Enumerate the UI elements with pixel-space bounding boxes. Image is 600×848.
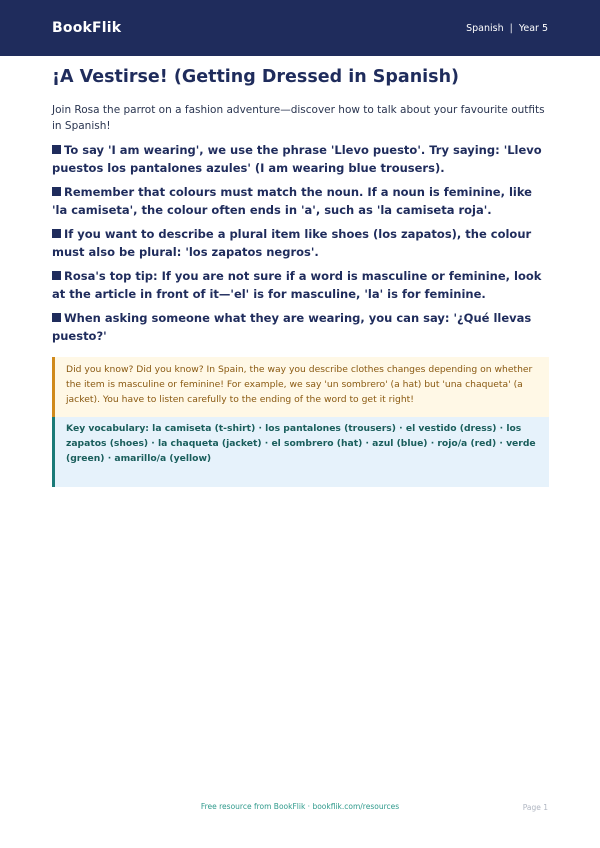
tips-list <box>52 141 549 345</box>
list-item-text: Remember that colours must match the noun. If a noun is feminine, like 'la camiseta', the colour often ends in 'a', such as 'la camiseta roja'. <box>52 185 532 217</box>
square-bullet-icon <box>52 187 61 196</box>
list-item-text: To say 'I am wearing', we use the phrase 'Llevo puesto'. Try saying: 'Llevo puestos los pantalones azules' (I am wearing blue trousers). <box>52 143 542 175</box>
list-item-text: If you want to describe a plural item like shoes (los zapatos), the colour must also be plural: 'los zapatos negros'. <box>52 227 532 259</box>
meta-separator: | <box>509 22 513 34</box>
list-item-text: When asking someone what they are wearing, you can say: '¿Qué llevas puesto?' <box>52 311 532 343</box>
subject-label: Spanish <box>466 22 504 34</box>
page-header <box>0 0 600 56</box>
list-item-text: Rosa's top tip: If you are not sure if a word is masculine or feminine, look at the article in front of it—'el' is for masculine, 'la' is for feminine. <box>52 269 542 301</box>
intro-text: Join Rosa the parrot on a fashion adventure—discover how to talk about your favourite outfits in Spanish! <box>52 104 545 132</box>
list-item <box>52 183 549 219</box>
main-content <box>52 66 549 487</box>
square-bullet-icon <box>52 271 61 280</box>
subject-year-label <box>466 23 548 34</box>
square-bullet-icon <box>52 145 61 154</box>
page-number: Page 1 <box>522 803 548 812</box>
list-item <box>52 141 549 177</box>
brand-logo-text[interactable]: BookFlik <box>52 20 122 36</box>
page-title: ¡A Vestirse! (Getting Dressed in Spanish) <box>52 67 460 87</box>
did-you-know-callout: Did you know? Did you know? In Spain, the way you describe clothes changes depending on whether the item is masculine or feminine! For example, we say 'un sombrero' (a hat) but 'una chaqueta' (a jacket). You have to listen carefully to the ending of the word to get it right! <box>52 357 549 417</box>
list-item <box>52 225 549 261</box>
footer-resource-link[interactable]: Free resource from BookFlik · bookflik.com/resources <box>200 802 400 811</box>
list-item <box>52 309 549 345</box>
list-item <box>52 267 549 303</box>
key-vocabulary-box: Key vocabulary: la camiseta (t-shirt) · los pantalones (trousers) · el vestido (dress) · los zapatos (shoes) · la chaqueta (jacket) · el sombrero (hat) · azul (blue) · rojo/a (red) · verde (green) · amarillo/a (yellow) <box>52 417 549 487</box>
year-label: Year 5 <box>518 22 548 34</box>
square-bullet-icon <box>52 229 61 238</box>
square-bullet-icon <box>52 313 61 322</box>
